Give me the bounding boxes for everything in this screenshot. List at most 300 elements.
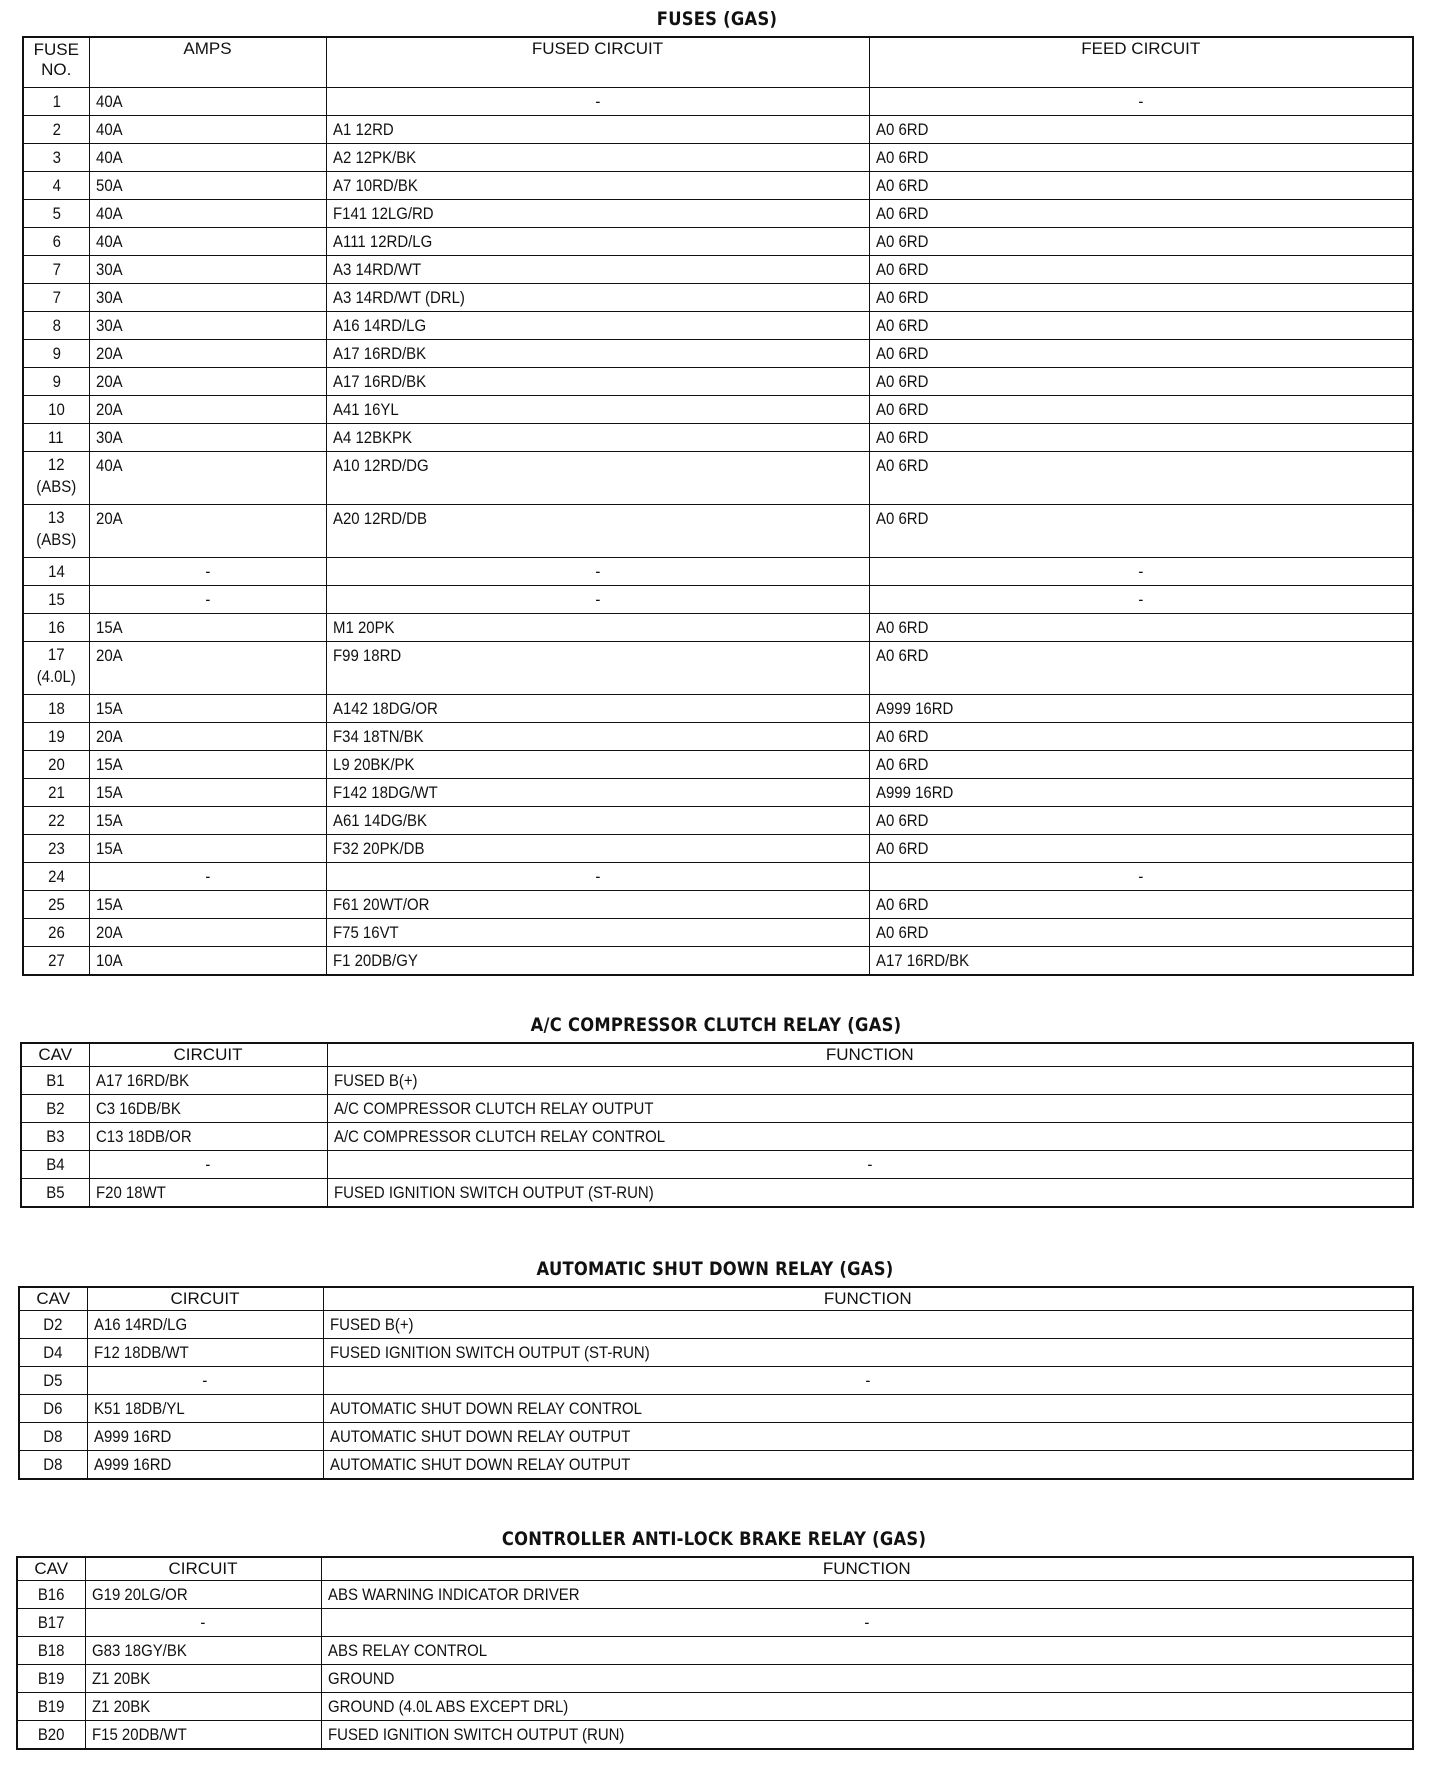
fuse-cell	[326, 806, 869, 834]
fuse-cell	[23, 367, 89, 395]
asd-relay-cell	[87, 1311, 323, 1339]
fuse-cell	[869, 890, 1413, 918]
fuse-cell	[869, 778, 1413, 806]
ac-relay-cell-text: -	[205, 1155, 211, 1174]
fuse-cell	[89, 890, 326, 918]
fuse-cell	[23, 227, 89, 255]
fuse-cell	[23, 862, 89, 890]
fuse-cell-text: A41 16YL	[332, 399, 399, 419]
abs-relay-cell	[85, 1581, 321, 1609]
fuse-cell-text: F32 20PK/DB	[332, 838, 424, 858]
fuse-cell-text: 23	[47, 838, 65, 858]
asd-relay-cell	[323, 1367, 1413, 1395]
fuse-row	[23, 311, 1413, 339]
ac-relay-cell-text: FUSED B(+)	[333, 1071, 418, 1090]
fuse-cell	[23, 750, 89, 778]
fuse-cell-text: 6	[52, 231, 61, 251]
fuse-cell-text: L9 20BK/PK	[332, 754, 415, 774]
fuse-cell	[869, 641, 1413, 694]
ac-relay-header-row	[21, 1043, 1413, 1067]
fuse-cell	[869, 613, 1413, 641]
fuse-cell-text: F34 18TN/BK	[332, 726, 424, 746]
fuse-row	[23, 283, 1413, 311]
fuse-cell-text: A10 12RD/DG	[332, 455, 429, 475]
fuse-cell-text: 20A	[95, 922, 123, 942]
abs-relay-header-function: FUNCTION	[321, 1557, 1413, 1581]
fuse-cell-text: -	[594, 561, 600, 581]
fuse-row	[23, 199, 1413, 227]
fuse-cell	[89, 585, 326, 613]
abs-relay-cell	[321, 1581, 1413, 1609]
ac-relay-header-function: FUNCTION	[327, 1043, 1413, 1067]
fuse-cell	[326, 750, 869, 778]
fuse-cell-text: 15	[47, 589, 65, 609]
asd-relay-cell-text: K51 18DB/YL	[93, 1399, 185, 1418]
fuse-cell	[326, 694, 869, 722]
fuse-cell	[326, 890, 869, 918]
fuse-cell-text: 5	[52, 203, 61, 223]
fuse-cell-text: A0 6RD	[875, 754, 928, 774]
fuse-cell-text: F61 20WT/OR	[332, 894, 429, 914]
fuse-cell	[23, 451, 89, 504]
fuse-cell	[869, 255, 1413, 283]
abs-relay-cell	[85, 1609, 321, 1637]
fuse-cell	[89, 199, 326, 227]
fuse-cell	[23, 694, 89, 722]
fuse-cell-text: 9	[52, 371, 61, 391]
ac-relay-section	[20, 1014, 1412, 1214]
fuse-cell	[23, 283, 89, 311]
fuse-cell	[23, 834, 89, 862]
fuse-cell	[869, 171, 1413, 199]
ac-relay-cell-text: A/C COMPRESSOR CLUTCH RELAY CONTROL	[333, 1127, 665, 1146]
fuse-cell-text: 8	[52, 315, 61, 335]
fuse-cell	[869, 143, 1413, 171]
ac-relay-header-circuit: CIRCUIT	[89, 1043, 327, 1067]
fuse-cell-text: 26	[47, 922, 65, 942]
fuse-cell-text: A16 14RD/LG	[332, 315, 426, 335]
fuse-cell-text: A0 6RD	[875, 455, 928, 475]
fuse-cell	[869, 750, 1413, 778]
fuse-cell-text: -	[1138, 561, 1144, 581]
fuse-cell-text: 15A	[95, 698, 123, 718]
fuse-cell	[326, 834, 869, 862]
asd-relay-cell-text: -	[202, 1371, 208, 1390]
ac-relay-cell	[89, 1095, 327, 1123]
fuse-row	[23, 918, 1413, 946]
ac-relay-cell	[21, 1123, 89, 1151]
fuse-cell-text: 2	[52, 119, 61, 139]
fuse-row	[23, 613, 1413, 641]
fuses-header-fuse-no: FUSE NO.	[23, 37, 89, 87]
fuse-cell-text: 7	[52, 287, 61, 307]
asd-relay-row	[19, 1339, 1413, 1367]
abs-relay-cell-text: B18	[37, 1641, 65, 1660]
fuse-cell	[326, 585, 869, 613]
fuse-cell	[326, 115, 869, 143]
asd-relay-cell	[323, 1311, 1413, 1339]
fuse-cell	[326, 613, 869, 641]
fuse-cell-text: A0 6RD	[875, 645, 928, 665]
fuse-cell	[89, 750, 326, 778]
fuse-cell-text: A0 6RD	[875, 894, 928, 914]
fuse-row	[23, 339, 1413, 367]
ac-relay-cell	[89, 1151, 327, 1179]
fuse-cell-text: A0 6RD	[875, 147, 928, 167]
fuse-cell-text: A0 6RD	[875, 810, 928, 830]
fuses-header-feed-circuit: FEED CIRCUIT	[869, 37, 1413, 87]
fuse-cell-text: 22	[47, 810, 65, 830]
fuse-cell-text: -	[1138, 866, 1144, 886]
fuse-cell-text: 25	[47, 894, 65, 914]
fuse-cell	[89, 367, 326, 395]
fuse-cell	[23, 87, 89, 115]
fuse-cell-text: F142 18DG/WT	[332, 782, 438, 802]
fuse-cell	[326, 918, 869, 946]
ac-relay-cell-text: FUSED IGNITION SWITCH OUTPUT (ST-RUN)	[333, 1183, 654, 1202]
asd-relay-cell	[19, 1339, 87, 1367]
fuse-cell-text: 20A	[95, 726, 123, 746]
abs-relay-cell	[321, 1693, 1413, 1721]
fuse-cell-text: A0 6RD	[875, 617, 928, 637]
asd-relay-cell	[19, 1423, 87, 1451]
asd-relay-cell-text: A16 14RD/LG	[93, 1315, 187, 1334]
asd-relay-cell	[19, 1395, 87, 1423]
fuse-cell-text: 19	[47, 726, 65, 746]
abs-relay-table	[16, 1556, 1414, 1750]
fuse-cell-text: A1 12RD	[332, 119, 394, 139]
fuse-cell-text: F141 12LG/RD	[332, 203, 434, 223]
fuse-cell-text: 20	[47, 754, 65, 774]
fuse-cell-text: 20A	[95, 508, 123, 528]
fuse-cell	[23, 311, 89, 339]
fuse-cell-text: M1 20PK	[332, 617, 395, 637]
fuse-cell-text: F1 20DB/GY	[332, 950, 418, 970]
fuse-cell	[23, 918, 89, 946]
fuse-cell	[869, 283, 1413, 311]
asd-relay-cell	[87, 1339, 323, 1367]
ac-relay-cell-text: -	[867, 1155, 873, 1174]
fuse-cell-text: A7 10RD/BK	[332, 175, 418, 195]
fuse-cell-text: A142 18DG/OR	[332, 698, 438, 718]
asd-relay-cell-text: F12 18DB/WT	[93, 1343, 189, 1362]
fuse-cell	[326, 722, 869, 750]
abs-relay-cell	[17, 1721, 85, 1750]
asd-relay-cell	[87, 1423, 323, 1451]
abs-relay-header-circuit: CIRCUIT	[85, 1557, 321, 1581]
ac-relay-table	[20, 1042, 1414, 1208]
fuse-cell	[326, 227, 869, 255]
abs-relay-cell	[85, 1665, 321, 1693]
fuse-cell-text: 10	[47, 399, 65, 419]
abs-relay-cell	[85, 1693, 321, 1721]
fuse-cell	[89, 115, 326, 143]
fuse-cell	[89, 171, 326, 199]
ac-relay-row	[21, 1095, 1413, 1123]
fuse-row	[23, 641, 1413, 694]
asd-relay-cell-text: D8	[43, 1455, 63, 1474]
fuse-cell	[23, 722, 89, 750]
fuse-cell-text: 15A	[95, 754, 123, 774]
fuse-cell-text: -	[204, 866, 210, 886]
fuse-cell-text: A111 12RD/LG	[332, 231, 432, 251]
fuse-cell	[89, 946, 326, 975]
fuse-cell-text: -	[594, 866, 600, 886]
abs-relay-section	[16, 1528, 1412, 1760]
ac-relay-cell-text: A17 16RD/BK	[95, 1071, 189, 1090]
asd-relay-cell	[323, 1395, 1413, 1423]
abs-relay-cell-text: GROUND	[327, 1669, 394, 1688]
fuse-cell-text: 4	[52, 175, 61, 195]
fuse-cell	[869, 367, 1413, 395]
fuse-cell-text: A0 6RD	[875, 259, 928, 279]
fuse-cell-text: A0 6RD	[875, 315, 928, 335]
asd-relay-cell	[87, 1395, 323, 1423]
fuse-cell-text: 17 (4.0L)	[36, 644, 76, 686]
fuse-cell	[869, 834, 1413, 862]
abs-relay-row	[17, 1609, 1413, 1637]
fuse-cell-text: 15A	[95, 782, 123, 802]
asd-relay-cell-text: D2	[43, 1315, 63, 1334]
asd-relay-header-circuit: CIRCUIT	[87, 1287, 323, 1311]
fuse-cell-text: -	[594, 91, 600, 111]
asd-relay-row	[19, 1451, 1413, 1480]
abs-relay-cell	[321, 1609, 1413, 1637]
asd-relay-cell	[323, 1451, 1413, 1480]
ac-relay-cell-text: B5	[46, 1183, 65, 1202]
fuse-cell	[23, 585, 89, 613]
abs-relay-cell-text: -	[200, 1613, 206, 1632]
ac-relay-cell	[327, 1179, 1413, 1208]
fuse-cell-text: 16	[47, 617, 65, 637]
abs-relay-cell-text: G19 20LG/OR	[91, 1585, 188, 1604]
fuse-cell	[326, 557, 869, 585]
fuse-cell-text: 1	[52, 91, 61, 111]
fuse-cell-text: A0 6RD	[875, 726, 928, 746]
fuse-cell	[326, 395, 869, 423]
asd-relay-cell	[19, 1367, 87, 1395]
fuse-cell	[89, 339, 326, 367]
abs-relay-cell	[17, 1665, 85, 1693]
ac-relay-cell	[21, 1095, 89, 1123]
fuse-cell	[89, 311, 326, 339]
abs-relay-cell-text: Z1 20BK	[91, 1697, 150, 1716]
fuse-row	[23, 722, 1413, 750]
ac-relay-cell-text: A/C COMPRESSOR CLUTCH RELAY OUTPUT	[333, 1099, 653, 1118]
fuse-cell-text: A2 12PK/BK	[332, 147, 416, 167]
ac-relay-cell-text: B4	[46, 1155, 65, 1174]
asd-relay-cell	[323, 1339, 1413, 1367]
asd-relay-cell-text: AUTOMATIC SHUT DOWN RELAY OUTPUT	[329, 1455, 630, 1474]
asd-relay-cell	[19, 1311, 87, 1339]
ac-relay-cell	[327, 1095, 1413, 1123]
fuse-cell	[326, 451, 869, 504]
asd-relay-cell	[19, 1451, 87, 1480]
abs-relay-row	[17, 1665, 1413, 1693]
fuse-cell	[89, 143, 326, 171]
fuse-cell-text: 10A	[95, 950, 123, 970]
fuse-cell-text: 40A	[95, 147, 123, 167]
fuse-cell-text: A0 6RD	[875, 175, 928, 195]
fuse-cell-text: A0 6RD	[875, 287, 928, 307]
fuse-cell-text: A0 6RD	[875, 838, 928, 858]
ac-relay-row	[21, 1067, 1413, 1095]
fuse-cell-text: 15A	[95, 617, 123, 637]
fuse-cell-text: A61 14DG/BK	[332, 810, 427, 830]
abs-relay-cell-text: B19	[37, 1697, 65, 1716]
abs-relay-cell-text: GROUND (4.0L ABS EXCEPT DRL)	[327, 1697, 568, 1716]
fuse-row	[23, 423, 1413, 451]
asd-relay-cell-text: AUTOMATIC SHUT DOWN RELAY CONTROL	[329, 1399, 642, 1418]
asd-relay-header-function: FUNCTION	[323, 1287, 1413, 1311]
ac-relay-row	[21, 1123, 1413, 1151]
fuse-cell-text: 20A	[95, 371, 123, 391]
abs-relay-cell	[17, 1581, 85, 1609]
asd-relay-cell	[323, 1423, 1413, 1451]
fuse-cell-text: 15A	[95, 894, 123, 914]
fuse-cell-text: A999 16RD	[875, 698, 953, 718]
fuse-cell-text: A17 16RD/BK	[332, 371, 426, 391]
abs-relay-cell	[17, 1637, 85, 1665]
fuses-header-amps: AMPS	[89, 37, 326, 87]
fuse-cell	[326, 778, 869, 806]
asd-relay-cell-text: D8	[43, 1427, 63, 1446]
fuse-cell-text: 27	[47, 950, 65, 970]
abs-relay-row	[17, 1581, 1413, 1609]
asd-relay-cell-text: D5	[43, 1371, 63, 1390]
fuse-cell-text: 40A	[95, 455, 123, 475]
fuse-cell	[23, 395, 89, 423]
fuse-row	[23, 585, 1413, 613]
fuse-cell	[869, 585, 1413, 613]
ac-relay-cell	[327, 1123, 1413, 1151]
ac-relay-row	[21, 1179, 1413, 1208]
fuse-cell-text: 18	[47, 698, 65, 718]
fuse-cell	[326, 862, 869, 890]
fuse-cell-text: A0 6RD	[875, 371, 928, 391]
fuse-cell-text: 20A	[95, 645, 123, 665]
fuse-cell	[869, 311, 1413, 339]
ac-relay-cell-text: B2	[46, 1099, 65, 1118]
fuse-cell	[23, 115, 89, 143]
fuse-cell	[23, 339, 89, 367]
fuse-cell	[869, 423, 1413, 451]
abs-relay-title: CONTROLLER ANTI-LOCK BRAKE RELAY (GAS)	[501, 1528, 927, 1550]
fuse-cell	[23, 890, 89, 918]
fuse-cell	[869, 918, 1413, 946]
fuse-cell-text: 30A	[95, 287, 123, 307]
asd-relay-row	[19, 1367, 1413, 1395]
fuses-header-fused-circuit: FUSED CIRCUIT	[326, 37, 869, 87]
fuse-cell-text: 13 (ABS)	[36, 507, 77, 549]
fuse-cell	[23, 613, 89, 641]
ac-relay-cell-text: F20 18WT	[95, 1183, 166, 1202]
fuse-cell-text: A999 16RD	[875, 782, 953, 802]
asd-relay-title: AUTOMATIC SHUT DOWN RELAY (GAS)	[536, 1258, 894, 1280]
abs-relay-row	[17, 1637, 1413, 1665]
fuse-cell	[89, 694, 326, 722]
abs-relay-cell-text: -	[864, 1613, 870, 1632]
ac-relay-cell-text: C13 18DB/OR	[95, 1127, 192, 1146]
fuse-row	[23, 778, 1413, 806]
asd-relay-cell-text: D6	[43, 1399, 63, 1418]
abs-relay-cell-text: F15 20DB/WT	[91, 1725, 187, 1744]
fuse-cell	[23, 557, 89, 585]
fuse-cell	[869, 115, 1413, 143]
fuse-cell-text: A0 6RD	[875, 399, 928, 419]
fuse-cell	[89, 255, 326, 283]
fuse-row	[23, 227, 1413, 255]
fuse-cell-text: -	[594, 589, 600, 609]
fuse-cell	[89, 423, 326, 451]
abs-relay-cell-text: B16	[37, 1585, 65, 1604]
ac-relay-cell	[21, 1179, 89, 1208]
abs-relay-header-cav: CAV	[17, 1557, 85, 1581]
fuse-cell-text: -	[204, 589, 210, 609]
asd-relay-cell	[87, 1451, 323, 1480]
fuse-cell-text: -	[1138, 91, 1144, 111]
fuse-cell-text: 40A	[95, 91, 123, 111]
fuse-cell	[326, 946, 869, 975]
fuse-cell	[89, 283, 326, 311]
ac-relay-cell	[89, 1179, 327, 1208]
ac-relay-title: A/C COMPRESSOR CLUTCH RELAY (GAS)	[530, 1014, 902, 1036]
fuse-cell-text: 11	[48, 427, 65, 447]
fuses-title: FUSES (GAS)	[656, 8, 778, 30]
asd-relay-cell-text: FUSED IGNITION SWITCH OUTPUT (ST-RUN)	[329, 1343, 650, 1362]
abs-relay-cell	[85, 1721, 321, 1750]
abs-relay-cell	[85, 1637, 321, 1665]
abs-relay-cell-text: FUSED IGNITION SWITCH OUTPUT (RUN)	[327, 1725, 624, 1744]
fuse-row	[23, 862, 1413, 890]
fuse-cell-text: 15A	[95, 838, 123, 858]
asd-relay-cell-text: -	[865, 1371, 871, 1390]
fuse-cell-text: A0 6RD	[875, 922, 928, 942]
fuse-cell	[326, 171, 869, 199]
fuse-cell-text: A0 6RD	[875, 427, 928, 447]
fuse-cell-text: 21	[47, 782, 65, 802]
abs-relay-cell	[17, 1609, 85, 1637]
fuse-cell-text: A4 12BKPK	[332, 427, 412, 447]
fuse-row	[23, 834, 1413, 862]
fuse-cell	[869, 87, 1413, 115]
fuse-cell	[89, 504, 326, 557]
fuse-cell	[869, 199, 1413, 227]
ac-relay-cell-text: B3	[46, 1127, 65, 1146]
fuses-table	[22, 36, 1414, 976]
fuse-cell	[89, 641, 326, 694]
abs-relay-cell	[17, 1693, 85, 1721]
fuse-row	[23, 557, 1413, 585]
fuse-cell-text: 30A	[95, 315, 123, 335]
fuse-row	[23, 115, 1413, 143]
fuse-cell	[326, 199, 869, 227]
fuse-cell-text: A17 16RD/BK	[875, 950, 969, 970]
fuse-cell	[23, 946, 89, 975]
fuse-cell	[869, 946, 1413, 975]
fuse-cell	[89, 451, 326, 504]
asd-relay-cell-text: FUSED B(+)	[329, 1315, 414, 1334]
fuse-row	[23, 87, 1413, 115]
ac-relay-cell	[89, 1123, 327, 1151]
fuse-cell-text: 12 (ABS)	[36, 454, 77, 496]
ac-relay-cell	[327, 1151, 1413, 1179]
fuse-cell	[23, 171, 89, 199]
fuse-row	[23, 806, 1413, 834]
fuse-cell	[326, 339, 869, 367]
fuse-cell	[869, 806, 1413, 834]
asd-relay-header-cav: CAV	[19, 1287, 87, 1311]
